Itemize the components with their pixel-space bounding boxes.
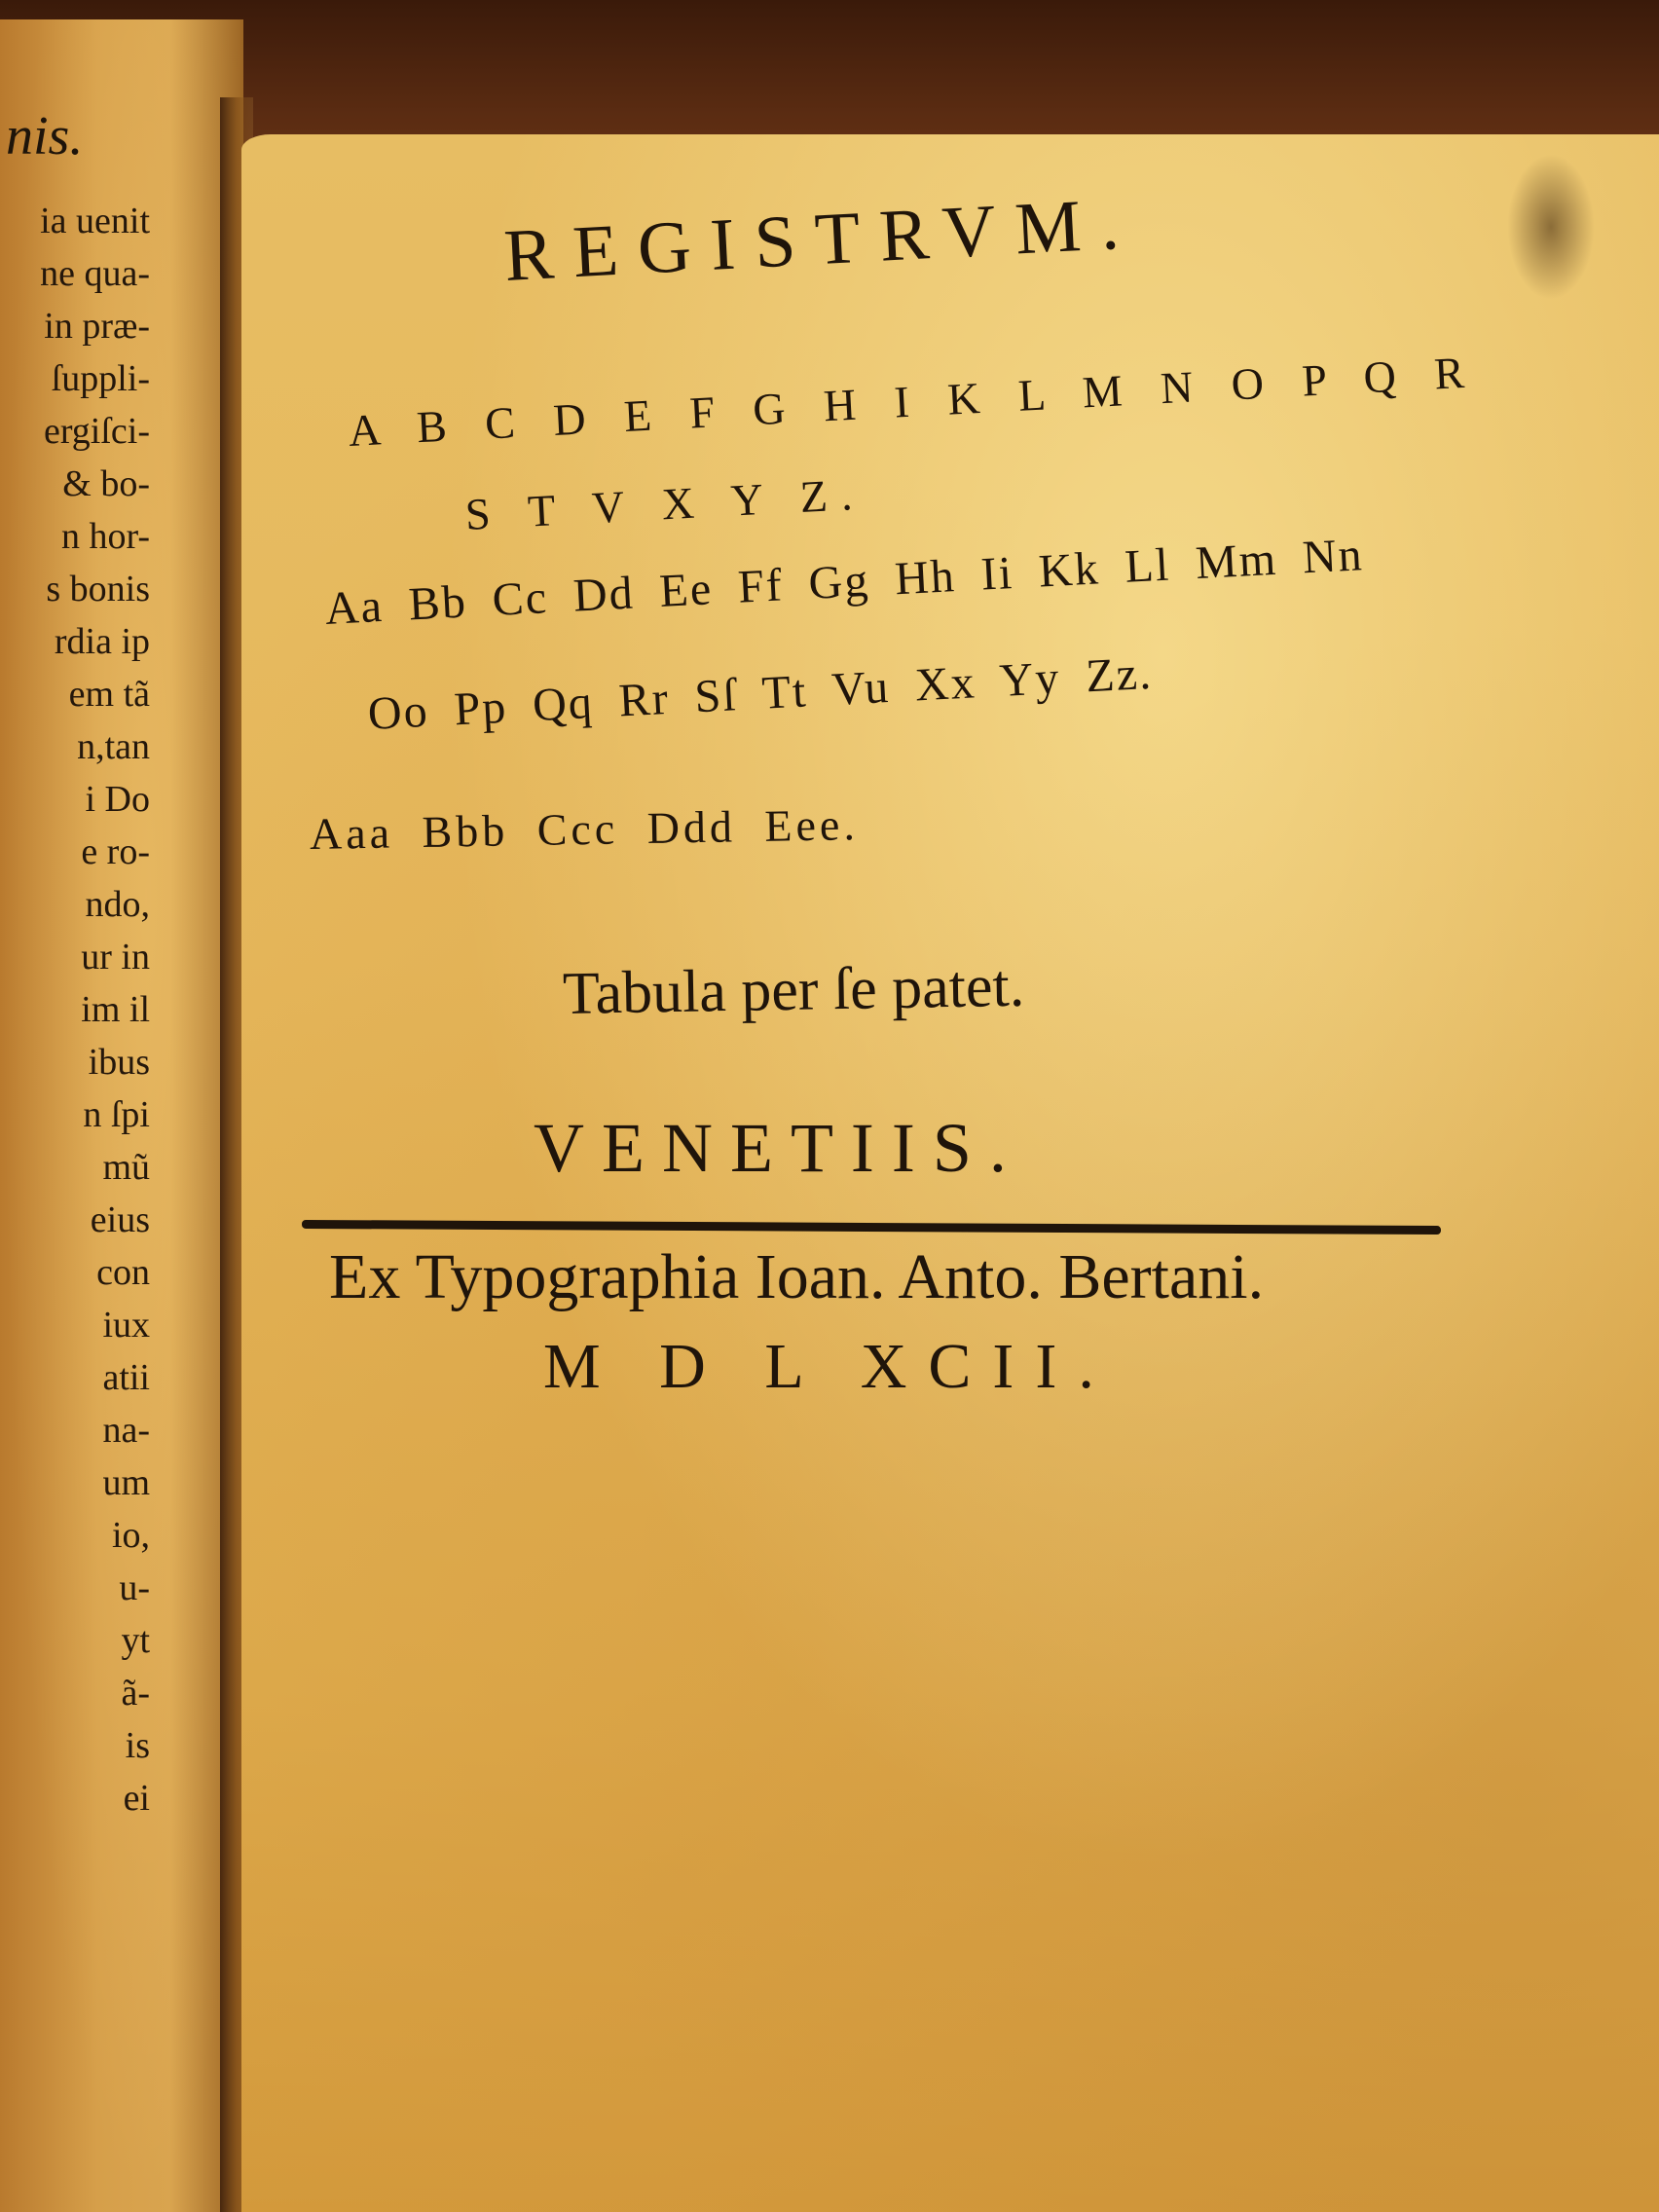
left-page-line: ne qua- [40,253,150,294]
left-page-line: mũ [102,1147,150,1188]
register-pairs-line-1: Aa Bb Cc Dd Ee Ff Gg Hh Ii Kk Ll Mm Nn [323,529,1365,635]
right-page [241,134,1659,2212]
left-page-line: atii [102,1357,150,1398]
left-page-line: n ſpi [83,1094,150,1135]
left-page-line: & bo- [62,463,150,504]
left-page-heading: nis. [6,106,84,166]
horizontal-rule [302,1220,1441,1235]
publication-year: M D L XCII. [543,1331,1116,1402]
left-page-line: i Do [85,779,150,820]
register-pairs-line-2: Oo Pp Qq Rr Sſ Tt Vu Xx Yy Zz. [366,646,1155,740]
register-capitals-line-1: A B C D E F G H I K L M N O P Q R [347,347,1480,456]
tabula-note: Tabula per ſe patet. [562,952,1025,1027]
left-page-line: ur in [81,937,150,977]
left-page-line: im il [81,989,150,1030]
left-page-line: s bonis [46,569,150,609]
left-page-line: rdia ip [54,621,150,662]
left-page-line: ia uenit [40,201,150,241]
left-page-line: yt [121,1620,150,1661]
left-page-line: um [102,1462,150,1503]
left-page-line: e ro- [81,831,150,872]
left-page-line: is [125,1725,150,1766]
left-page-line: con [96,1252,150,1293]
left-page-line: n hor- [60,516,150,557]
left-page-text-column [0,195,243,1825]
left-page-line: n,tan [77,726,150,767]
printer-imprint: Ex Typographia Ioan. Anto. Bertani. [329,1241,1265,1312]
left-page-line: na- [102,1410,150,1451]
left-page-line: em tã [68,674,150,715]
left-page [0,19,243,2212]
left-page-line: ibus [88,1042,150,1083]
left-page-line: ſuppli- [51,358,150,399]
place-of-printing: VENETIIS. [534,1109,1024,1187]
left-page-line: u- [119,1567,150,1608]
register-capitals-line-2: S T V X Y Z. [463,468,867,539]
left-page-line: eius [90,1199,150,1240]
left-page-line: in præ- [44,306,150,347]
registrum-title: REGISTRVM. [501,181,1141,297]
ink-smudge [1507,154,1595,300]
left-page-line: ã- [121,1673,150,1714]
left-page-line: ergiſci- [43,411,150,452]
left-page-line: ei [123,1778,150,1819]
register-triples-line: Aaa Bbb Ccc Ddd Eee. [309,799,860,859]
left-page-line: iux [102,1305,150,1346]
left-page-line: ndo, [85,884,150,925]
left-page-line: io, [111,1515,150,1556]
